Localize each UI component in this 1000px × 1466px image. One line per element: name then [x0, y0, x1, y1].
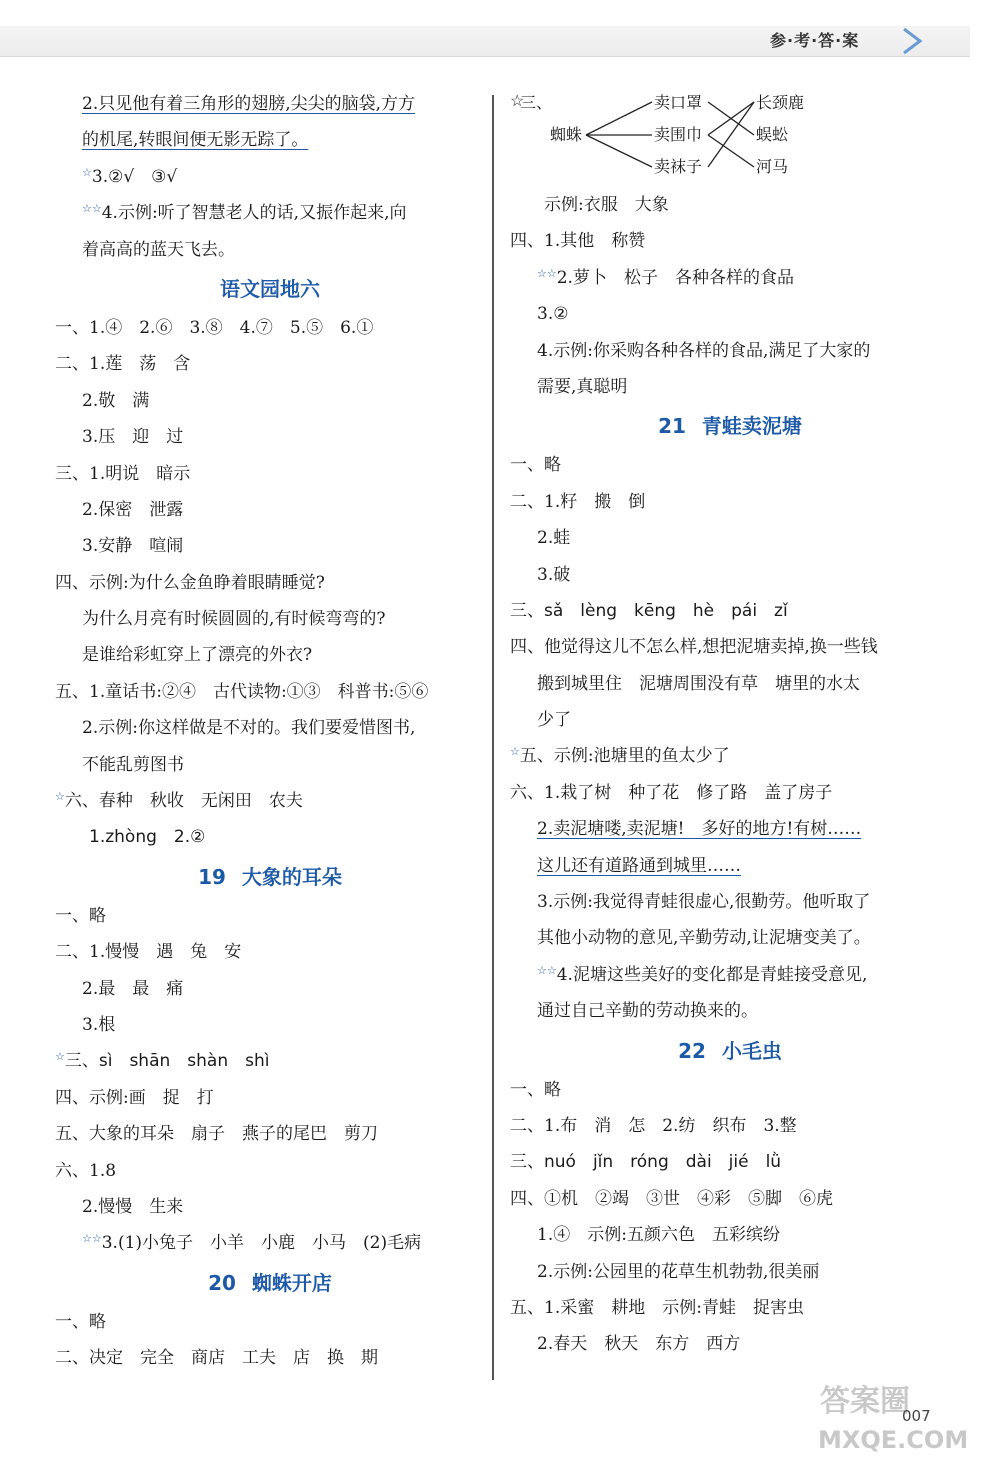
answer-line: 是谁给彩虹穿上了漂亮的外衣?: [82, 645, 313, 666]
column-divider: [492, 95, 494, 1380]
watermark-url: MXQE.COM: [818, 1426, 969, 1454]
diagram-right-node: 河马: [756, 157, 789, 176]
answer-line: 四、示例:画 捉 打: [55, 1087, 214, 1108]
answer-line: 2.示例:公园里的花草生机勃勃,很美丽: [537, 1261, 820, 1282]
diagram-label: 三、: [520, 93, 553, 112]
answer-line: 五、大象的耳朵 扇子 燕子的尾巴 剪刀: [55, 1124, 378, 1145]
answer-line: 二、1.籽 搬 倒: [510, 491, 646, 512]
answer-line: 二、1.布 消 怎 2.纺 织布 3.整: [510, 1115, 797, 1136]
diagram-right-node: 蜈蚣: [756, 125, 789, 144]
answer-line: 一、略: [510, 455, 561, 476]
answer-line: 2.最 最 痛: [82, 978, 184, 999]
answer-line: ☆3.②√ ③√: [82, 165, 178, 187]
answer-line: 不能乱剪图书: [82, 754, 184, 775]
connector-line: [708, 135, 754, 167]
answer-line: 四、他觉得这儿不怎么样,想把泥塘卖掉,换一些钱: [510, 637, 878, 658]
answer-line: 二、决定 完全 商店 工夫 店 换 期: [55, 1348, 378, 1369]
connector-line: [586, 135, 652, 167]
answer-line: 四、①机 ②竭 ③世 ④彩 ⑤脚 ⑥虎: [510, 1188, 833, 1209]
right-column: [510, 187, 950, 1363]
answer-line: 五、1.童话书:②④ 古代读物:①③ 科普书:⑤⑥: [55, 681, 429, 702]
answer-line: 一、略: [55, 905, 106, 926]
star-icon: ☆: [55, 790, 65, 804]
answer-line: 六、1.栽了树 种了花 修了路 盖了房子: [510, 782, 833, 803]
answer-line: 三、nuó jǐn róng dài jié lǜ: [510, 1152, 782, 1173]
answer-line: ☆五、示例:池塘里的鱼太少了: [510, 745, 730, 767]
answer-line: 一、略: [510, 1079, 561, 1100]
answer-line: 2.敬 满: [82, 390, 150, 411]
answer-line: 3.安静 喧闹: [82, 536, 184, 557]
star-icon: ☆: [82, 165, 92, 179]
star-icon: ☆☆: [537, 963, 557, 977]
answer-line: 通过自己辛勤的劳动换来的。: [537, 1001, 758, 1022]
answer-line: 示例:衣服 大象: [544, 195, 669, 215]
answer-line: 五、1.采蜜 耕地 示例:青蛙 捉害虫: [510, 1297, 804, 1318]
answer-line: ☆☆4.示例:听了智慧老人的话,又振作起来,向: [82, 202, 407, 224]
answer-line: 2.蛙: [537, 528, 571, 549]
answer-line: 3.压 迎 过: [82, 427, 184, 448]
answer-line: 需要,真聪明: [537, 376, 628, 397]
section-heading: 20 蜘蛛开店: [208, 1270, 332, 1295]
diagram-middle-node: 卖袜子: [654, 157, 703, 176]
connector-line: [708, 102, 754, 167]
diagram-middle-node: 卖口罩: [654, 93, 703, 112]
answer-line: 二、1.莲 荡 含: [55, 354, 191, 375]
answer-line: ☆☆3.(1)小兔子 小羊 小鹿 小马 (2)毛病: [82, 1232, 422, 1254]
matching-diagram: [510, 88, 950, 188]
answer-line: 二、1.慢慢 遇 兔 安: [55, 942, 242, 963]
diagram-label: ☆: [510, 91, 525, 110]
answer-line: 这儿还有道路通到城里……: [537, 855, 741, 876]
answer-line: 3.示例:我觉得青蛙很虚心,很勤劳。他听取了: [537, 892, 871, 913]
answer-line: ☆三、sì shān shàn shì: [55, 1050, 270, 1072]
section-heading: 语文园地六: [220, 276, 320, 301]
star-icon: ☆☆: [82, 202, 102, 216]
left-column: [55, 86, 485, 1377]
answer-line: 少了: [537, 710, 571, 731]
chevron-right-icon: [898, 27, 928, 55]
answer-line: 六、1.8: [55, 1160, 117, 1181]
section-heading: 19 大象的耳朵: [198, 864, 342, 889]
answer-line: 2.只见他有着三角形的翅膀,尖尖的脑袋,方方: [82, 94, 416, 114]
answer-line: 2.春天 秋天 东方 西方: [537, 1334, 741, 1355]
star-icon: ☆☆: [82, 1232, 102, 1246]
answer-line: 四、示例:为什么金鱼睁着眼睛睡觉?: [55, 572, 325, 593]
answer-line: 1.④ 示例:五颜六色 五彩缤纷: [537, 1225, 780, 1246]
star-icon: ☆☆: [537, 266, 557, 280]
connector-line: [586, 102, 652, 135]
answer-line: 三、1.明说 暗示: [55, 463, 191, 484]
answer-line: 搬到城里住 泥塘周围没有草 塘里的水太: [537, 673, 860, 694]
header-title: 参·考·答·案: [770, 31, 860, 50]
section-heading: 21 青蛙卖泥塘: [658, 414, 802, 439]
section-heading: 22 小毛虫: [678, 1038, 782, 1063]
answer-line: 2.示例:你这样做是不对的。我们要爱惜图书,: [82, 718, 416, 739]
diagram-right-node: 长颈鹿: [756, 93, 805, 112]
star-icon: ☆: [510, 745, 520, 759]
answer-line: 着高高的蓝天飞去。: [82, 239, 235, 260]
answer-line: ☆☆4.泥塘这些美好的变化都是青蛙接受意见,: [537, 963, 868, 985]
page-number: 007: [902, 1407, 931, 1425]
answer-line: 一、1.④ 2.⑥ 3.⑧ 4.⑦ 5.⑤ 6.①: [55, 317, 374, 338]
answer-line: 2.保密 泄露: [82, 499, 184, 520]
answer-line: ☆☆2.萝卜 松子 各种各样的食品: [537, 266, 794, 288]
diagram-middle-node: 卖围巾: [654, 125, 703, 144]
answer-line: 3.破: [537, 564, 571, 585]
answer-line: 三、sǎ lèng kēng hè pái zǐ: [510, 600, 788, 621]
answer-line: 2.慢慢 生来: [82, 1196, 184, 1217]
answer-line: ☆六、春种 秋收 无闲田 农夫: [55, 790, 303, 812]
answer-line: 一、略: [55, 1311, 106, 1332]
answer-line: 2.卖泥塘喽,卖泥塘! 多好的地方!有树……: [537, 819, 862, 840]
answer-line: 其他小动物的意见,辛勤劳动,让泥塘变美了。: [537, 928, 871, 949]
star-icon: ☆: [55, 1050, 65, 1064]
answer-line: 3.根: [82, 1014, 116, 1035]
answer-line: 为什么月亮有时候圆圆的,有时候弯弯的?: [82, 609, 386, 630]
answer-line: 四、1.其他 称赞: [510, 231, 646, 252]
watermark: 答案圈: [820, 1384, 910, 1419]
diagram-left-node: 蜘蛛: [550, 125, 583, 144]
answer-line: 3.②: [537, 304, 569, 325]
answer-line: 的机尾,转眼间便无影无踪了。: [82, 130, 309, 151]
answer-line: 1.zhòng 2.②: [89, 827, 206, 848]
answer-line: 4.示例:你采购各种各样的食品,满足了大家的: [537, 340, 871, 361]
